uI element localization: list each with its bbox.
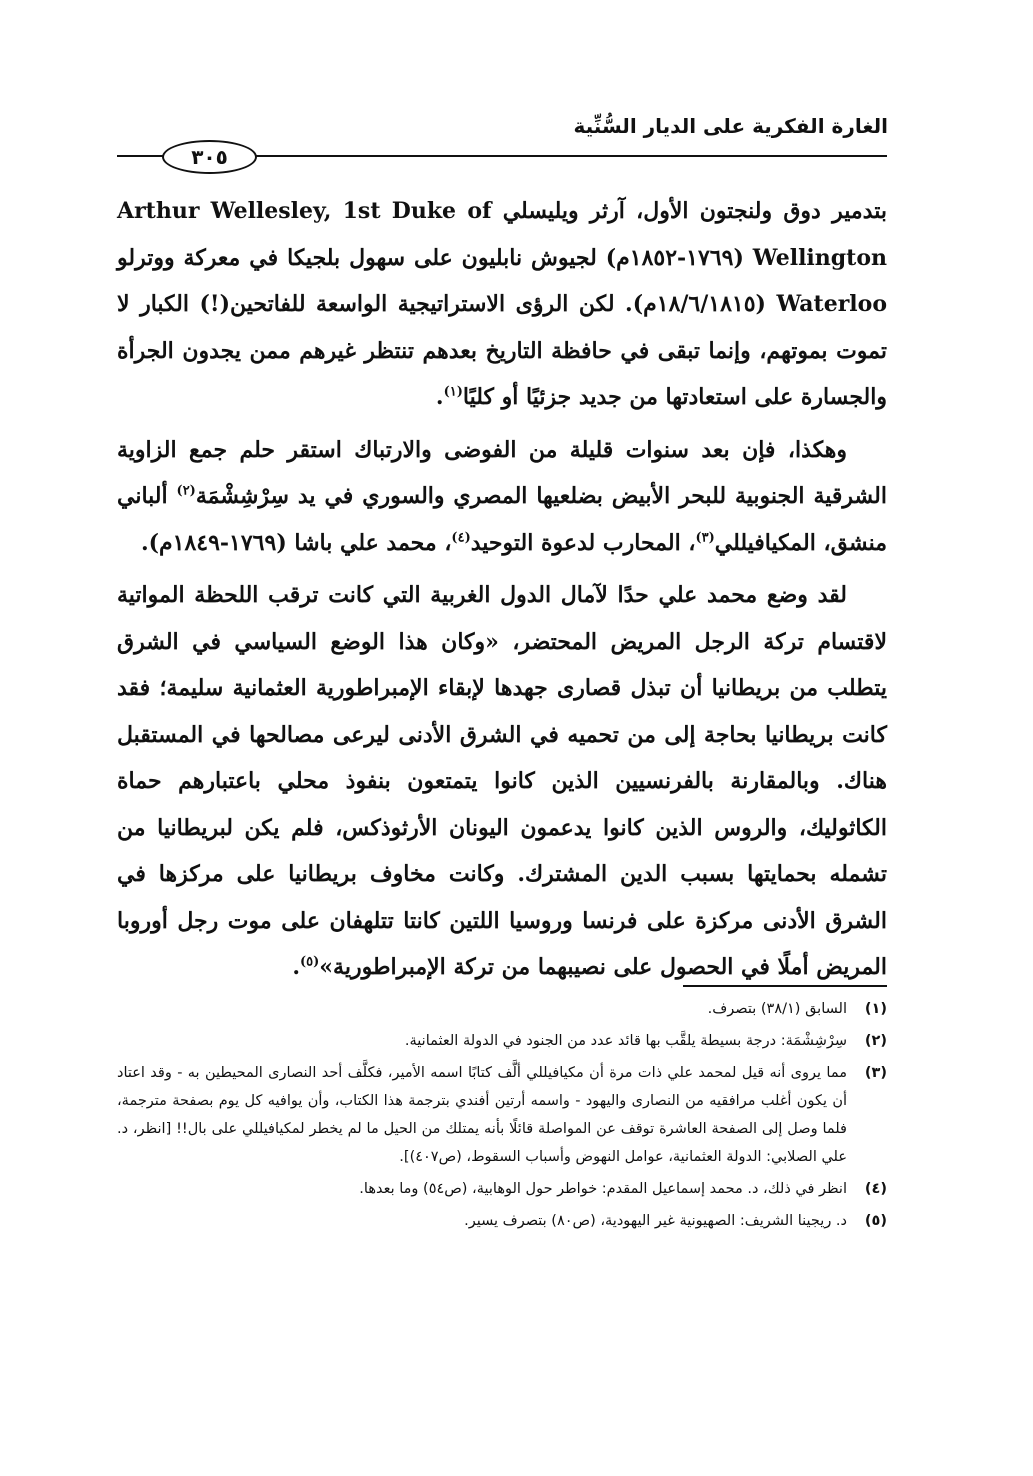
text-run: بتدمير دوق ولنجتون الأول، آرثر ويليسلي <box>491 198 887 224</box>
footnote-text: د. ريجينا الشريف: الصهيونية غير اليهودية، (ص٨٠) بتصرف يسير. <box>464 1213 847 1229</box>
footnote-number: (٢) <box>864 1033 887 1049</box>
text-run: (١٨/٦/١٨١٥م). لكن الرؤى الاستراتيجية الواسعة للفاتحين(!) الكبار لا تموت بموتهم، وإنما تبقى في حافظة التاريخ بعدهم تنتظر غيرهم ممن يجدون الجرأة والجسارة على استعادتها من جديد جزئيًا أو كليًا <box>117 291 887 410</box>
footnote-separator <box>683 985 887 987</box>
footnotes <box>117 995 887 1239</box>
text-run: ، المحارب لدعوة التوحيد <box>470 529 696 556</box>
footnote-text: سِرْشِشْمَة: درجة بسيطة يلقَّب بها قائد عدد من الجنود في الدولة العثمانية. <box>404 1033 847 1049</box>
footnote-number: (٣) <box>864 1065 887 1081</box>
footnote-text: انظر في ذلك، د. محمد إسماعيل المقدم: خواطر حول الوهابية، (ص٥٤) وما بعدها. <box>359 1181 847 1197</box>
footnote-text: مما يروى أنه قيل لمحمد علي ذات مرة أن مكيافيللي ألَّف كتابًا اسمه الأمير، فكلَّف أحد النصارى المحيطين به - وقد اعتاد أن يكون أغلب مرافقيه من النصارى واليهود - واسمه أرتين أفندي بترجمة هذا الكتاب، وأن يوافيه كل يوم بصفحة مترجمة، فلما وصل إلى الصفحة العاشرة توقف عن المواصلة قائلًا بأنه يمتلك من الحيل ما لم يخطر لمكيافيللي على بال!! [انظر، د. علي الصلابي: الدولة العثمانية، عوامل النهوض وأسباب السقوط، (ص٤٠٧)]. <box>117 1065 847 1165</box>
paragraph <box>117 427 887 567</box>
footnote-ref: (٥) <box>300 954 320 970</box>
footnote-ref: (١) <box>443 384 463 400</box>
running-title: الغارة الفكرية على الديار السُّنِّية <box>573 114 888 138</box>
footnote-ref: (٣) <box>695 530 715 546</box>
text-run: ألباني منشق، المكيافيللي <box>117 483 887 556</box>
text-run: ، محمد علي باشا (١٧٦٩-١٨٤٩م). <box>140 529 452 556</box>
page-number-badge <box>162 140 257 174</box>
footnote <box>117 1059 887 1171</box>
text-run: لقد وضع محمد علي حدًا لآمال الدول الغربية التي كانت ترقب اللحظة المواتية لاقتسام تركة الرجل المريض المحتضر، «وكان هذا الوضع السياسي في الشرق يتطلب من بريطانيا أن تبذل قصارى جهدها لإبقاء الإمبراطورية العثمانية سليمة؛ فقد كانت بريطانيا بحاجة إلى من تحميه في الشرق الأدنى ليرعى مصالحها في المستقبل هناك. وبالمقارنة بالفرنسيين الذين كانوا يتمتعون بنفوذ محلي باعتبارهم حماة الكاثوليك، والروس الذين كانوا يدعمون اليونان الأرثوذكس، فلم يكن لبريطانيا من تشمله بحمايتها بسبب الدين المشترك. وكانت مخاوف بريطانيا على مركزها في الشرق الأدنى مركزة على فرنسا وروسيا اللتين كانتا تتلهفان على موت رجل أوروبا المريض أملًا في الحصول على نصيبهما من تركة الإمبراطورية» <box>117 582 887 980</box>
latin-text: Waterloo <box>776 291 887 317</box>
page-number: ٣٠٥ <box>191 145 228 169</box>
footnote-ref: (٢) <box>176 483 196 499</box>
footnote-number: (١) <box>864 1001 887 1017</box>
text-run: (١٧٦٩-١٨٥٢م) لجيوش نابليون على سهول بلجيكا في معركة ووترلو <box>117 244 753 271</box>
text-run: وهكذا، فإن بعد سنوات قليلة من الفوضى والارتباك استقر حلم جمع الزاوية الشرقية الجنوبية للبحر الأبيض بضلعيها المصري والسوري في يد سِرْشِشْمَة <box>117 436 887 509</box>
latin-text: Arthur Wellesley, 1st Duke of Wellington <box>117 198 887 271</box>
footnote-text: السابق (٣٨/١) بتصرف. <box>707 1001 847 1017</box>
footnote <box>117 1207 887 1235</box>
text-run: . <box>435 384 444 410</box>
footnote <box>117 1027 887 1055</box>
footnote-number: (٤) <box>864 1181 887 1197</box>
paragraph <box>117 188 887 421</box>
footnote-ref: (٤) <box>451 530 471 546</box>
body-text <box>117 188 887 991</box>
footnote <box>117 995 887 1023</box>
footnote <box>117 1175 887 1203</box>
footnote-number: (٥) <box>864 1213 887 1229</box>
text-run: . <box>292 954 300 980</box>
paragraph <box>117 572 887 991</box>
